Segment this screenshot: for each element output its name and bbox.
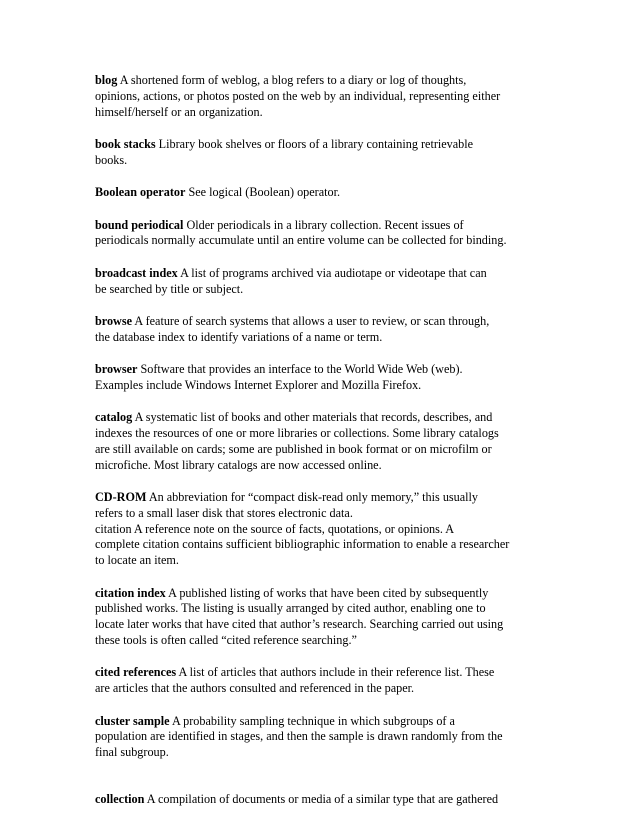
entry-line: microfiche. Most library catalogs are now accessed online. <box>95 457 382 472</box>
definition-text: A feature of search systems that allows a user to review, or scan through, <box>132 313 490 328</box>
entry-line <box>95 266 525 282</box>
entry-line: population are identified in stages, and then the sample is drawn randomly from the <box>95 729 503 744</box>
glossary-term: bound periodical <box>95 217 184 232</box>
glossary-entry <box>95 314 525 346</box>
glossary-term: citation index <box>95 585 166 600</box>
glossary-entry <box>95 137 525 169</box>
glossary-term: collection <box>95 792 145 807</box>
entry-line: periodicals normally accumulate until an entire volume can be collected for binding. <box>95 233 507 248</box>
entry-line: locate later works that have cited that author’s research. Searching carried out using <box>95 617 504 632</box>
entry-line: final subgroup. <box>95 745 169 760</box>
entry-line <box>95 137 525 153</box>
glossary-term: cluster sample <box>95 713 170 728</box>
entry-line: indexes the resources of one or more libraries or collections. Some library catalogs <box>95 426 499 441</box>
entry-line: opinions, actions, or photos posted on the web by an individual, representing either <box>95 88 501 103</box>
definition-text: Software that provides an interface to the World Wide Web (web). <box>137 362 463 377</box>
entry-line <box>95 362 525 378</box>
glossary-term: CD-ROM <box>95 490 147 505</box>
definition-text: Library book shelves or floors of a library containing retrievable <box>155 136 474 151</box>
entry-line: citation A reference note on the source of facts, quotations, or opinions. A <box>95 521 455 536</box>
entry-line: published works. The listing is usually arranged by cited author, enabling one to <box>95 601 486 616</box>
glossary-term: cited references <box>95 665 177 680</box>
entry-line: to locate an item. <box>95 553 179 568</box>
glossary-term: broadcast index <box>95 265 178 280</box>
glossary-entry <box>95 714 525 761</box>
entry-line <box>95 490 525 506</box>
definition-text: A compilation of documents or media of a similar type that are gathered <box>144 792 499 807</box>
glossary-term: browse <box>95 313 133 328</box>
entry-line: refers to a small laser disk that stores electronic data. <box>95 505 353 520</box>
entry-line: Examples include Windows Internet Explorer and Mozilla Firefox. <box>95 377 422 392</box>
definition-text: A probability sampling technique in which subgroups of a <box>169 713 455 728</box>
glossary-term: book stacks <box>95 136 156 151</box>
glossary-term: blog <box>95 73 118 87</box>
glossary-entry <box>95 362 525 394</box>
entry-line: these tools is often called “cited reference searching.” <box>95 633 357 648</box>
glossary-term: catalog <box>95 410 133 425</box>
definition-text: A published listing of works that have been cited by subsequently <box>165 585 489 600</box>
entry-line: be searched by title or subject. <box>95 281 244 296</box>
definition-text: A shortened form of weblog, a blog refers to a diary or log of thoughts, <box>117 73 467 87</box>
glossary-entry <box>95 490 525 569</box>
definition-text: A list of programs archived via audiotape or videotape that can <box>177 265 487 280</box>
entry-line <box>95 410 525 426</box>
definition-text: An abbreviation for “compact disk-read only memory,” this usually <box>146 490 479 505</box>
entry-line: complete citation contains sufficient bibliographic information to enable a researcher <box>95 537 510 552</box>
glossary-entry <box>95 665 525 697</box>
glossary-entry <box>95 266 525 298</box>
definition-text: A list of articles that authors include in their reference list. These <box>176 665 495 680</box>
entry-line: are articles that the authors consulted and referenced in the paper. <box>95 681 415 696</box>
glossary-entry <box>95 410 525 473</box>
glossary-entry <box>95 185 525 201</box>
entry-line: books. <box>95 152 128 167</box>
entry-line <box>95 218 525 234</box>
entry-line <box>95 586 525 602</box>
entry-line <box>95 714 525 730</box>
entry-line <box>95 314 525 330</box>
glossary-entry <box>95 73 525 120</box>
definition-text: A systematic list of books and other materials that records, describes, and <box>132 410 493 425</box>
definition-text: See logical (Boolean) operator. <box>185 185 341 200</box>
entry-line <box>95 73 525 89</box>
entry-line <box>95 665 525 681</box>
glossary-entry <box>95 586 525 649</box>
entry-line <box>95 792 525 808</box>
definition-text: Older periodicals in a library collection. Recent issues of <box>183 217 464 232</box>
entry-line: are still available on cards; some are published in book format or on microfilm or <box>95 441 492 456</box>
glossary-list <box>95 73 525 824</box>
glossary-entry <box>95 218 525 250</box>
entry-line: the database index to identify variations of a name or term. <box>95 329 383 344</box>
glossary-term: Boolean operator <box>95 185 186 200</box>
entry-line: himself/herself or an organization. <box>95 104 263 119</box>
glossary-entry <box>95 792 525 808</box>
entry-line <box>95 185 525 201</box>
glossary-term: browser <box>95 362 138 377</box>
